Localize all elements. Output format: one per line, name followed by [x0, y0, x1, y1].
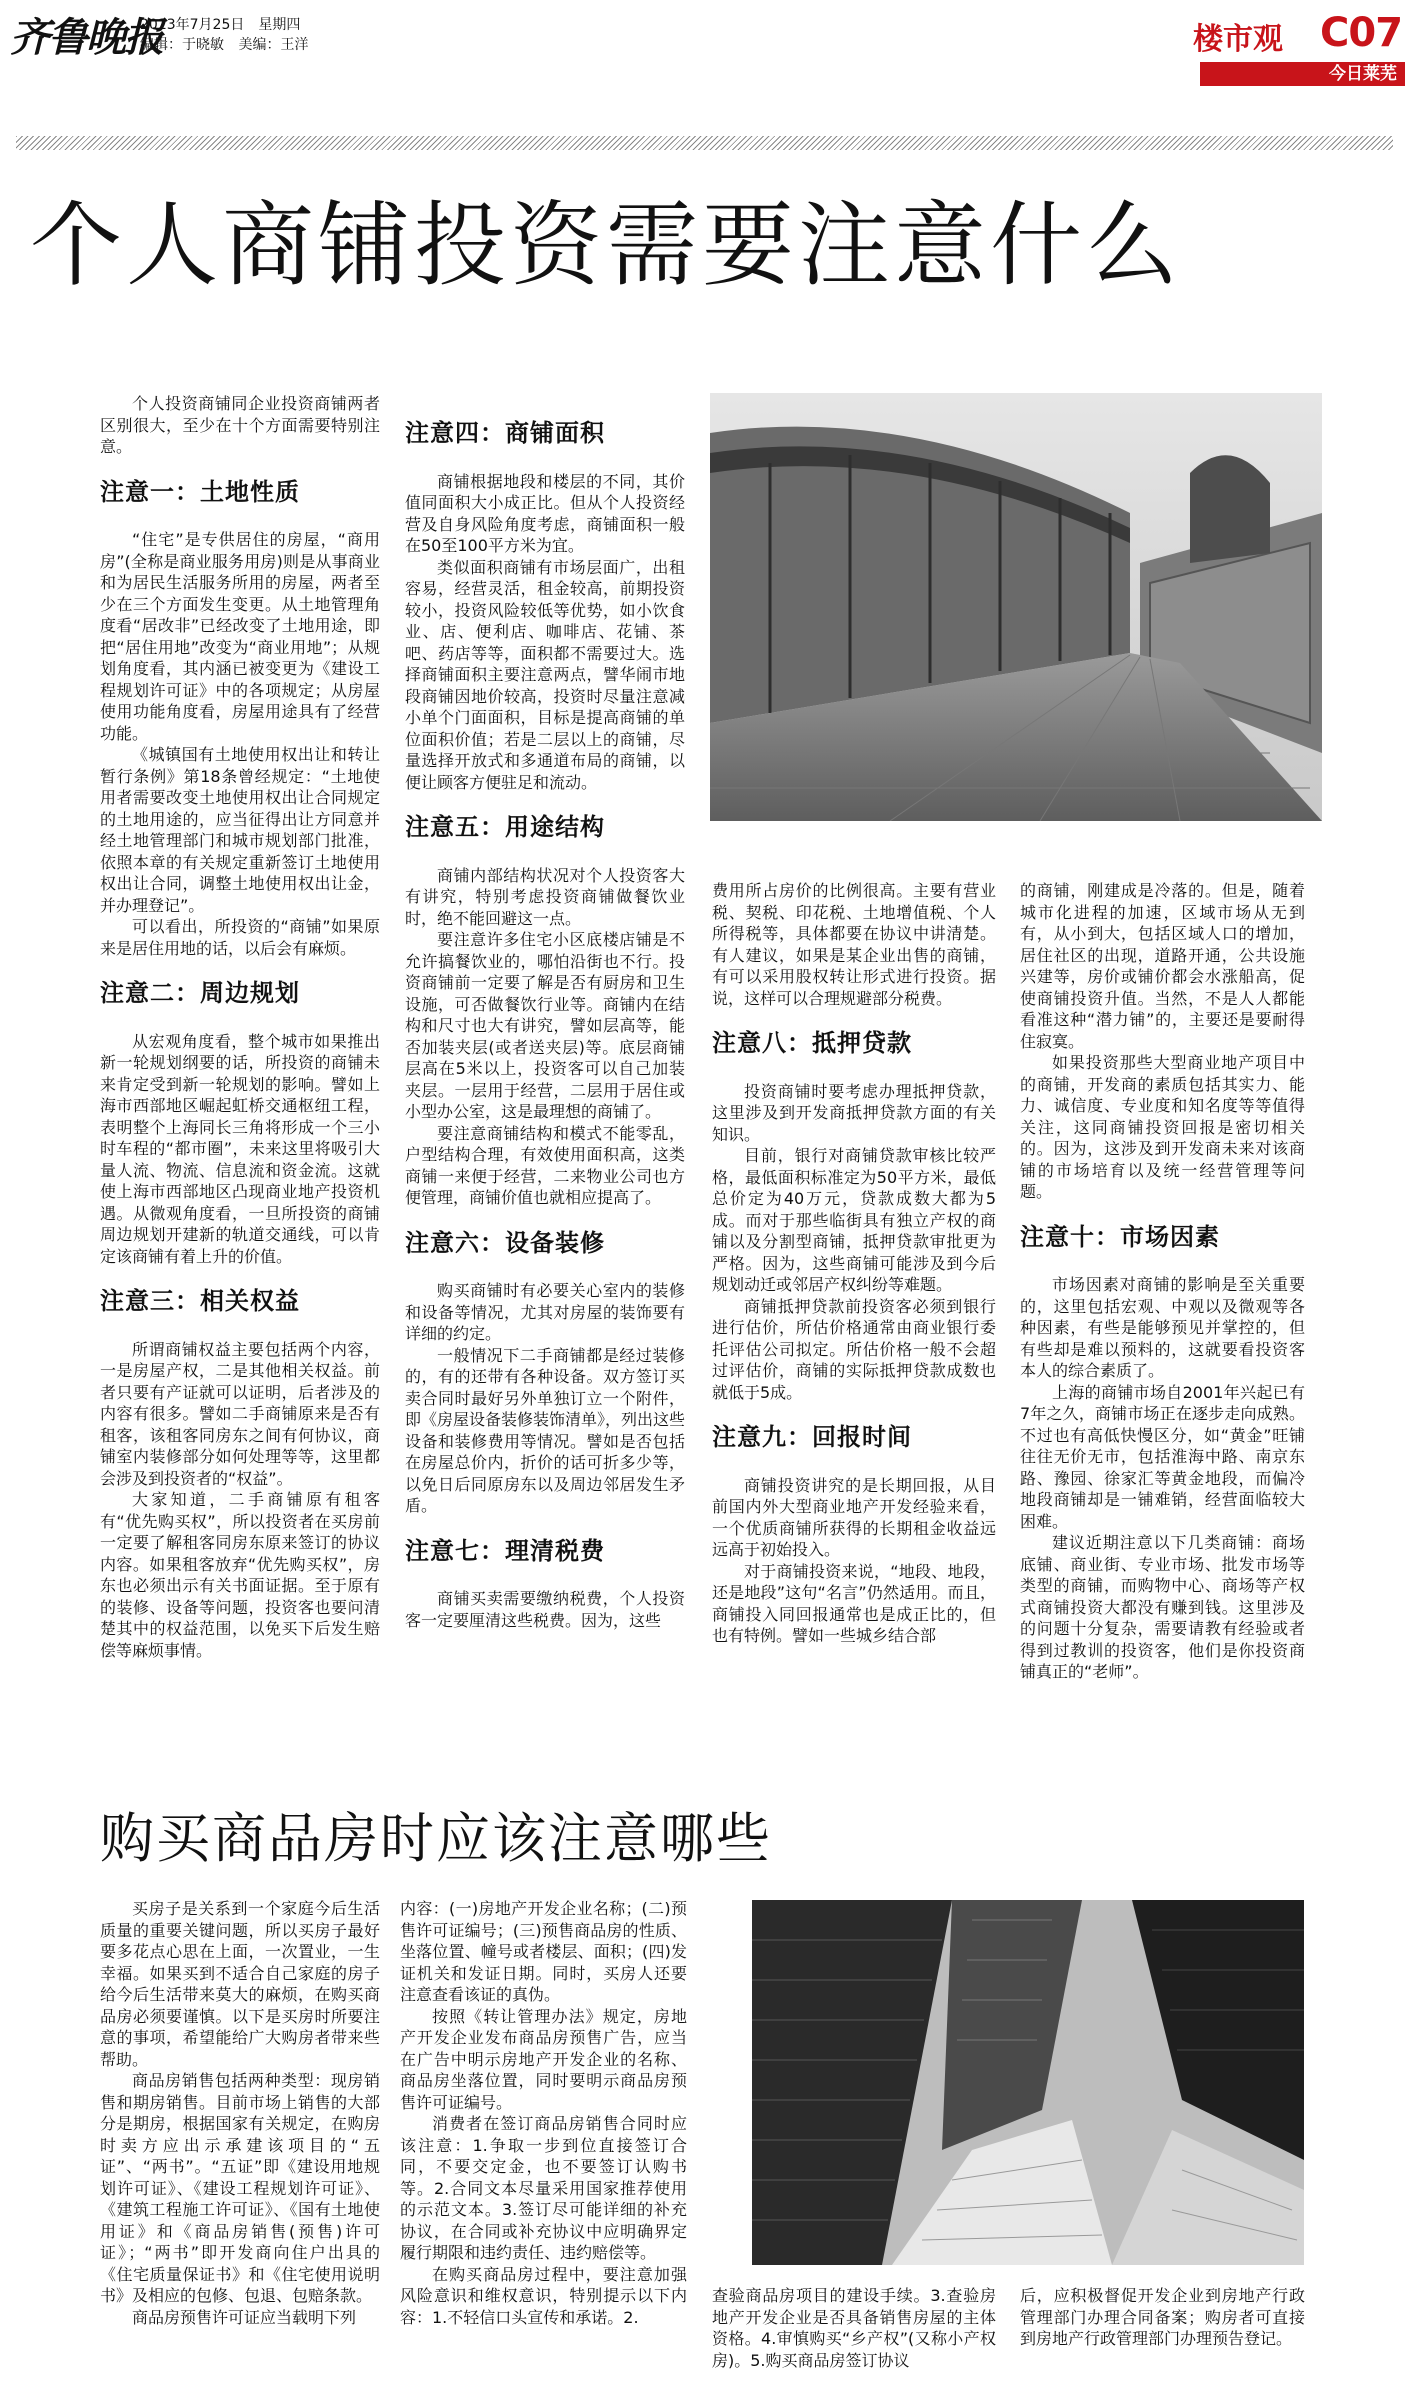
- newspaper-logo: 齐鲁晚报: [10, 14, 162, 61]
- paragraph: 上海的商铺市场自2001年兴起已有7年之久，商铺市场正在逐步走向成熟。不过也有高低快慢区分，如“黄金”旺铺往往无价无市，包括淮海中路、南京东路、豫园、徐家汇等黄金地段，而偏冷地段商铺却是一铺难销，经营面临较大困难。: [1020, 1382, 1305, 1531]
- paragraph: 可以看出，所投资的“商铺”如果原来是居住用地的话，以后会有麻烦。: [100, 917, 380, 958]
- paragraph: 类似面积商铺有市场层面广，出租容易，经营灵活，租金较高，前期投资较小，投资风险较低等优势，如小饮食业、店、便利店、咖啡店、花铺、茶吧、药店等等，面积都不需要过大。选择商铺面积主要注意两点，譬华闹市地段商铺因地价较高，投资时尽量注意减小单个门面面积，目标是提高商铺的单位面积价值；若是二层以上的商铺，尽量选择开放式和多通道布局的商铺，以便让顾客方便驻足和流动。: [405, 557, 685, 792]
- issue-date: 2013年7月25日 星期四: [140, 17, 301, 33]
- paragraph: 一般情况下二手商铺都是经过装修的，有的还带有各种设备。双方签订买卖合同时最好另外单独订立一个附件，即《房屋设备装修装饰清单》，列出这些设备和装修费用等情况。譬如是否包括在房屋总价内，折价的话可折多少等，以免日后同原房东以及周边邻居发生矛盾。: [405, 1345, 686, 1515]
- paragraph: “住宅”是专供居住的房屋，“商用房”(全称是商业服务用房)则是从事商业和为居民生活服务所用的房屋，两者至少在三个方面发生变更。从土地管理角度看“居改非”已经改变了土地用途，即把“居住用地”改变为“商业用地”；从规划角度看，其内涵已被变更为《建设工程规划许可证》中的各项规定；从房屋使用功能角度看，房屋用途具有了经营功能。: [100, 530, 380, 743]
- article1-column-4: [1020, 880, 1305, 1683]
- paragraph: 建议近期注意以下几类商铺：商场底铺、商业街、专业市场、批发市场等类型的商铺，而购物中心、商场等产权式商铺投资大都没有赚到钱。这里涉及的问题十分复杂，需要请教有经验或者得到过教训的投资客，他们是你投资商铺真正的“老师”。: [1020, 1533, 1305, 1681]
- paragraph: 目前，银行对商铺贷款审核比较严格，最低面积标准定为50平方米，最低总价定为40万元，贷款成数大都为5成。而对于那些临街具有独立产权的商铺以及分割型商铺，抵押贷款审批更为严格。因为，这些商铺可能涉及到今后规划动迁或邻居产权纠纷等难题。: [712, 1146, 996, 1294]
- article2-column-4: [1020, 2285, 1305, 2350]
- subheading: 注意一：土地性质: [100, 477, 300, 506]
- designer: 美编：王洋: [238, 37, 309, 53]
- page-number: C07: [1320, 10, 1403, 56]
- article1-column-3: [712, 880, 996, 1647]
- paragraph: 如果投资那些大型商业地产项目中的商铺，开发商的素质包括其实力、能力、诚信度、专业度和知名度等等值得关注，这同商铺投资回报是密切相关的。因为，这涉及到开发商未来对该商铺的市场培育以及统一经营管理等问题。: [1020, 1053, 1305, 1201]
- subheading: 注意八：抵押贷款: [712, 1029, 912, 1057]
- paragraph: 大家知道，二手商铺原有租客有“优先购买权”，所以投资者在买房前一定要了解租客同房东原来签订的协议内容。如果租客放弃“优先购买权”，房东也必须出示有关书面证据。至于原有的装修、设备等问题，投资客也要问清楚其中的权益范围，以免买下后发生赔偿等麻烦事情。: [100, 1490, 380, 1660]
- paragraph: 商铺抵押贷款前投资客必须到银行进行估价，所估价格通常由商业银行委托评估公司拟定。所估价格一般不会超过评估价，商铺的实际抵押贷款成数也就低于5成。: [712, 1296, 996, 1402]
- paragraph: 商品房预售许可证应当载明下列: [132, 2307, 357, 2327]
- article1-column-2: [405, 415, 685, 1631]
- paragraph: 《城镇国有土地使用权出让和转让暂行条例》第18条曾经规定：“土地使用者需要改变土地使用权出让合同规定的土地用途的，应当征得出让方同意并经土地管理部门和城市规划部门批准，依照本章的有关规定重新签订土地使用权出让合同，调整土地使用权出让金，并办理登记”。: [100, 745, 380, 915]
- article1-column-1: [100, 393, 380, 1661]
- paragraph: 市场因素对商铺的影响是至关重要的，这里包括宏观、中观以及微观等各种因素，有些是能够预见并掌控的，但有些却是难以预料的，这就要看投资客本人的综合素质了。: [1020, 1275, 1305, 1380]
- paragraph: 购买商铺时有必要关心室内的装修和设备等情况，尤其对房屋的装饰要有详细的约定。: [405, 1281, 685, 1343]
- subheading: 注意七：理清税费: [405, 1536, 605, 1565]
- paragraph: 要注意商铺结构和模式不能零乱，户型结构合理，有效使用面积高，这类商铺一来便于经营，二来物业公司也方便管理，商铺价值也就相应提高了。: [405, 1123, 685, 1207]
- paragraph: 在购买商品房过程中，要注意加强风险意识和维权意识，特别提示以下内容：1.不轻信口头宣传和承诺。2.: [400, 2264, 687, 2327]
- paragraph: 商品房销售包括两种类型：现房销售和期房销售。目前市场上销售的大部分是期房，根据国家有关规定，在购房时卖方应出示承建该项目的“五证”、“两书”。“五证”即《建设用地规划许可证》、《建设工程规划许可证》、《建筑工程施工许可证》、《国有土地使用证》和《商品房销售(预售)许可证》；“两书”即开发商向住户出具的《住宅质量保证书》和《住宅使用说明书》及相应的包修、包退、包赔条款。: [100, 2071, 380, 2305]
- subheading: 注意五：用途结构: [405, 813, 605, 841]
- paragraph: 消费者在签订商品房销售合同时应该注意：1.争取一步到位直接签订合同，不要交定金，也不要签订认购书等。2.合同文本尽量采用国家推荐使用的示范文本。3.签订尽可能详细的补充协议，在合同或补充协议中应明确界定履行期限和违约责任、违约赔偿等。: [400, 2114, 687, 2262]
- subheading: 注意九：回报时间: [712, 1423, 912, 1451]
- article2-column-2: [400, 1898, 687, 2328]
- article2-column-1: [100, 1898, 380, 2328]
- editor-credits: [140, 34, 318, 54]
- article2-column-3: [712, 2285, 996, 2371]
- paragraph: 查验商品房项目的建设手续。3.查验房地产开发企业是否具备销售房屋的主体资格。4.审慎购买“乡产权”(又称小产权房)。5.购买商品房签订协议: [712, 2286, 996, 2370]
- paragraph: 投资商铺时要考虑办理抵押贷款，这里涉及到开发商抵押贷款方面的有关知识。: [712, 1081, 996, 1144]
- article1-headline: 个人商铺投资需要注意什么: [30, 192, 1183, 299]
- subheading: 注意三：相关权益: [100, 1287, 300, 1315]
- skyscrapers-photo: [752, 1900, 1304, 2265]
- paragraph: 商铺投资讲究的是长期回报，从目前国内外大型商业地产开发经验来看，一个优质商铺所获得的长期租金收益远远高于初始投入。: [712, 1475, 996, 1559]
- paragraph: 按照《转让管理办法》规定，房地产开发企业发布商品房预售广告，应当在广告中明示房地产开发企业的名称、商品房坐落位置，同时要明示商品房预售许可证编号。: [400, 2006, 687, 2112]
- paragraph: 商铺根据地段和楼层的不同，其价值同面积大小成正比。但从个人投资经营及自身风险角度考虑，商铺面积一般在50至100平方米为宜。: [405, 471, 685, 555]
- paragraph: 买房子是关系到一个家庭今后生活质量的重要关键问题，所以买房子最好要多花点心思在上面，一次置业，一生幸福。如果买到不适合自己家庭的房子给今后生活带来莫大的麻烦，在购买商品房必须要谨慎。以下是买房时所要注意的事项，希望能给广大购房者带来些帮助。: [100, 1899, 380, 2069]
- paragraph: 要注意许多住宅小区底楼店铺是不允许搞餐饮业的，哪怕沿街也不行。投资商铺前一定要了解是否有厨房和卫生设施，可否做餐饮行业等。商铺内在结构和尺寸也大有讲究，譬如层高等，能否加装夹层(或者送夹层)等。底层商铺层高在5米以上，投资客可以自己加装夹层。一层用于经营，二层用于居住或小型办公室，这是最理想的商铺了。: [405, 930, 685, 1121]
- paragraph: 内容：(一)房地产开发企业名称；(二)预售许可证编号；(三)预售商品房的性质、坐落位置、幢号或者楼层、面积；(四)发证机关和发证日期。同时，买房人还要注意查看该证的真伪。: [400, 1899, 687, 2004]
- paragraph: 从宏观角度看，整个城市如果推出新一轮规划纲要的话，所投资的商铺未来肯定受到新一轮规划的影响。譬如上海市西部地区崛起虹桥交通枢纽工程，表明整个上海同长三角将形成一个三小时车程的“都市圈”，未来这里将吸引大量人流、物流、信息流和资金流。这就使上海市西部地区凸现商业地产投资机遇。从微观角度看，一旦所投资的商铺周边规划开建新的轨道交通线，可以肯定该商铺有着上升的价值。: [100, 1031, 380, 1266]
- paragraph: 商铺买卖需要缴纳税费，个人投资客一定要厘清这些税费。因为，这些: [405, 1589, 685, 1630]
- paragraph: 的商铺，刚建成是冷落的。但是，随着城市化进程的加速，区域市场从无到有，从小到大，包括区域人口的增加，居住社区的出现，道路开通，公共设施兴建等，房价或铺价都会水涨船高，促使商铺投资升值。当然，不是人人都能看准这种“潜力铺”的，主要还是要耐得住寂寞。: [1020, 881, 1305, 1051]
- subsection-badge: 今日莱芜: [1200, 62, 1405, 86]
- article2-headline: 购买商品房时应该注意哪些: [100, 1807, 772, 1870]
- paragraph: 商铺内部结构状况对个人投资客大有讲究，特别考虑投资商铺做餐饮业时，绝不能回避这一点。: [405, 865, 685, 928]
- paragraph: 所谓商铺权益主要包括两个内容，一是房屋产权，二是其他相关权益。前者只要有产证就可以证明，后者涉及的内容有很多。譬如二手商铺原来是否有租客，该租客同房东之间有何协议，商铺室内装修部分如何处理等等，这里都会涉及到投资者的“权益”。: [100, 1339, 380, 1488]
- section-title: 楼市观: [1193, 22, 1283, 57]
- subheading: 注意二：周边规划: [100, 979, 300, 1007]
- commercial-street-photo: [710, 393, 1322, 821]
- subheading: 注意四：商铺面积: [405, 419, 605, 447]
- subheading: 注意十：市场因素: [1020, 1222, 1220, 1251]
- subheading: 注意六：设备装修: [405, 1228, 605, 1257]
- paragraph: 后，应积极督促开发企业到房地产行政管理部门办理合同备案；购房者可直接到房地产行政管理部门办理预告登记。: [1020, 2286, 1305, 2348]
- header-hatch-divider: [16, 136, 1393, 150]
- paragraph: 费用所占房价的比例很高。主要有营业税、契税、印花税、土地增值税、个人所得税等，具体都要在协议中讲清楚。有人建议，如果是某企业出售的商铺，有可以采用股权转让形式进行投资。据说，这样可以合理规避部分税费。: [712, 881, 996, 1008]
- paragraph: 个人投资商铺同企业投资商铺两者区别很大，至少在十个方面需要特别注意。: [100, 394, 380, 456]
- editor: 编辑：于晓敏: [140, 37, 224, 53]
- paragraph: 对于商铺投资来说，“地段、地段，还是地段”这句“名言”仍然适用。而且，商铺投入同回报通常也是成正比的，但也有特例。譬如一些城乡结合部: [712, 1561, 996, 1645]
